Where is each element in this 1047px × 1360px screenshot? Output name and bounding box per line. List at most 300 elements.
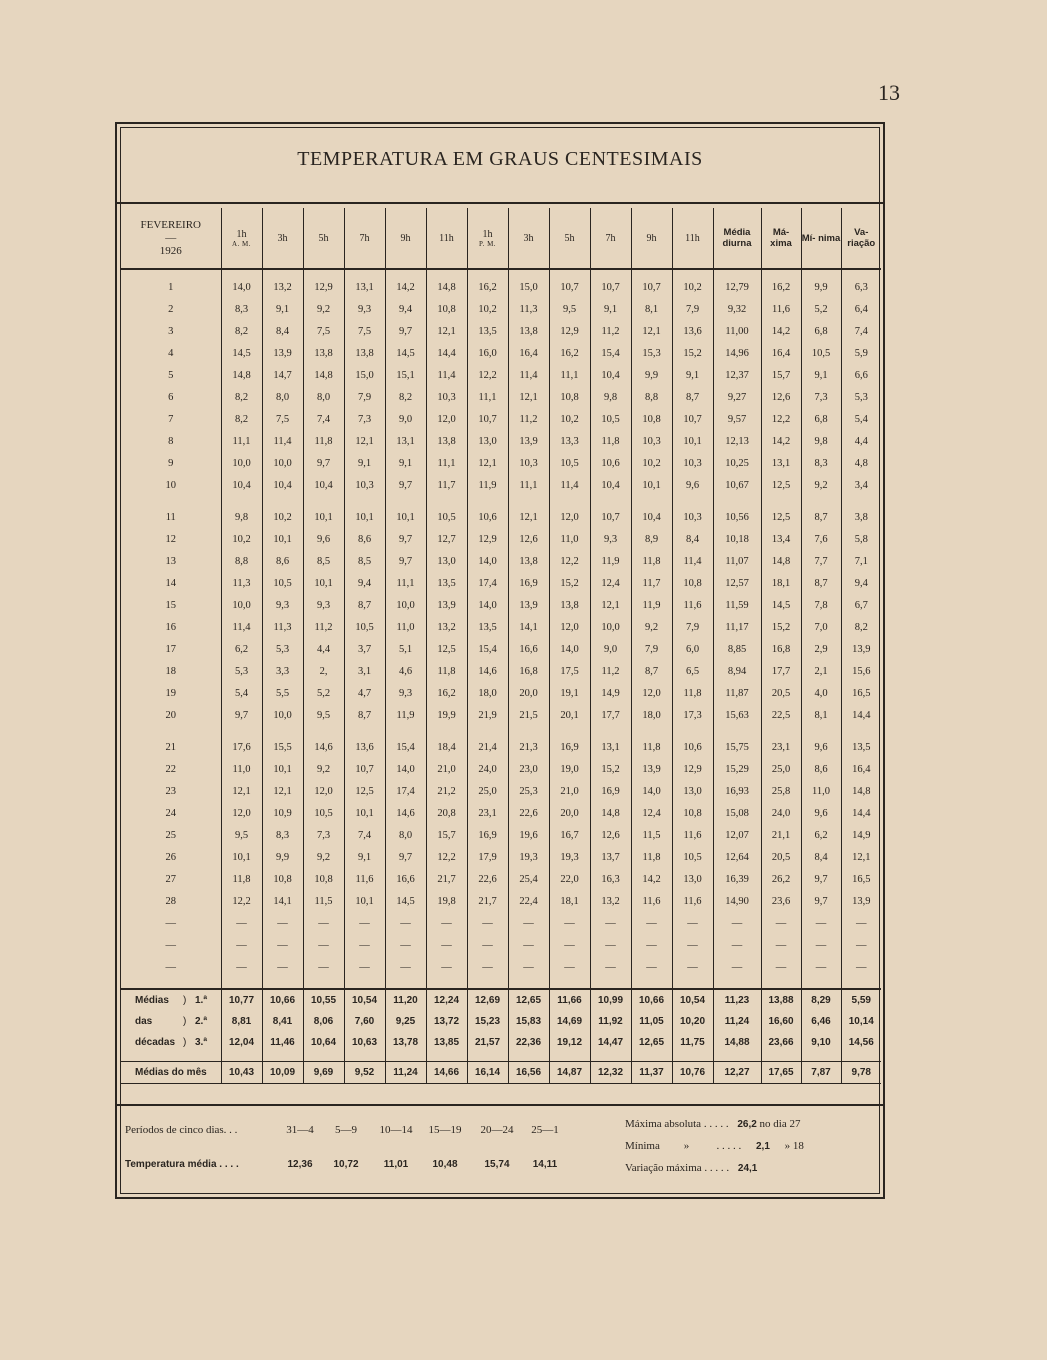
day-number: 16 — [165, 621, 176, 633]
gap-row — [121, 496, 881, 506]
temp-cell: 16,6 — [508, 638, 549, 660]
temp-cell: 2,1 — [801, 660, 841, 682]
temp-cell: 10,5 — [262, 572, 303, 594]
decade-avg-cell: 9,25 — [385, 1011, 426, 1032]
temp-cell: 23,0 — [508, 758, 549, 780]
temp-cell: 13,5 — [467, 616, 508, 638]
day-row — [121, 452, 881, 474]
temp-cell: 16,0 — [467, 342, 508, 364]
temp-cell: 17,5 — [549, 660, 590, 682]
temp-cell: 23,1 — [761, 736, 801, 758]
temp-cell: 11,59 — [713, 594, 761, 616]
dash-cell: — — [303, 912, 344, 934]
temp-cell: 10,2 — [672, 276, 713, 298]
min-ditto: » — [683, 1140, 690, 1152]
gap-cell — [761, 496, 801, 506]
temp-cell: 6,8 — [801, 408, 841, 430]
dash-cell: — — [801, 934, 841, 956]
hour-header: 3h — [262, 208, 303, 269]
gap-cell — [121, 978, 221, 989]
decade-avg-cell: 8,81 — [221, 1011, 262, 1032]
temp-cell: 21,9 — [467, 704, 508, 726]
day-number: 28 — [165, 895, 176, 907]
temp-cell: 15,7 — [761, 364, 801, 386]
temp-cell: 11,6 — [344, 868, 385, 890]
temp-cell: 10,3 — [426, 386, 467, 408]
temp-cell: 11,4 — [672, 550, 713, 572]
dash-cell: — — [165, 939, 176, 951]
decade-avg-cell: 11,66 — [549, 989, 590, 1011]
temp-cell: 17,4 — [385, 780, 426, 802]
temp-cell: 11,17 — [713, 616, 761, 638]
day-number: 8 — [168, 435, 174, 447]
gap-cell — [262, 726, 303, 736]
gap-cell — [631, 726, 672, 736]
temp-cell: 13,8 — [508, 320, 549, 342]
dash-cell: — — [841, 912, 881, 934]
temp-cell: 16,93 — [713, 780, 761, 802]
temp-cell: 2,9 — [801, 638, 841, 660]
temp-cell: 11,8 — [631, 550, 672, 572]
temp-cell: 26,2 — [761, 868, 801, 890]
gap-cell — [841, 978, 881, 989]
temp-cell: 7,3 — [801, 386, 841, 408]
summary-section — [117, 1104, 883, 1199]
temp-cell: 22,6 — [508, 802, 549, 824]
temp-cell: 14,5 — [385, 890, 426, 912]
temp-cell: 10,0 — [262, 704, 303, 726]
temp-cell: 9,2 — [303, 758, 344, 780]
temp-cell: 10,2 — [221, 528, 262, 550]
temp-cell: 10,2 — [467, 298, 508, 320]
temp-cell: 11,1 — [508, 474, 549, 496]
temp-cell: 9,0 — [590, 638, 631, 660]
gap-cell — [801, 978, 841, 989]
gap-cell — [713, 496, 761, 506]
temp-cell: 11,4 — [426, 364, 467, 386]
temp-cell: 11,8 — [631, 736, 672, 758]
dash-cell: — — [467, 956, 508, 978]
temp-cell: 10,3 — [631, 430, 672, 452]
decade-avg-cell: 14,47 — [590, 1032, 631, 1053]
decade-label-word: Médias — [135, 995, 169, 1006]
brace: ) — [183, 1016, 187, 1027]
day-row — [121, 342, 881, 364]
temp-cell: 11,4 — [221, 616, 262, 638]
decade-avg-cell: 12,04 — [221, 1032, 262, 1053]
temp-cell: 11,8 — [672, 682, 713, 704]
temp-cell: 12,64 — [713, 846, 761, 868]
temp-cell: 9,57 — [713, 408, 761, 430]
dash-cell: — — [385, 934, 426, 956]
temp-cell: 16,2 — [549, 342, 590, 364]
empty-row — [121, 912, 881, 934]
temp-cell: 10,0 — [262, 452, 303, 474]
temp-cell: 16,9 — [467, 824, 508, 846]
dash-cell: — — [590, 956, 631, 978]
gap-cell — [801, 496, 841, 506]
gap-cell — [508, 978, 549, 989]
temp-cell: 10,2 — [631, 452, 672, 474]
temp-cell: 8,8 — [221, 550, 262, 572]
day-row — [121, 320, 881, 342]
temp-cell: 11,9 — [467, 474, 508, 496]
gap-cell — [713, 1053, 761, 1062]
decade-avg-cell: 16,60 — [761, 1011, 801, 1032]
temp-cell: 12,1 — [508, 506, 549, 528]
temp-cell: 3,1 — [344, 660, 385, 682]
temp-cell: 22,6 — [467, 868, 508, 890]
dash-cell: — — [262, 912, 303, 934]
temp-cell: 15,2 — [672, 342, 713, 364]
dash-cell: — — [508, 956, 549, 978]
gap-cell — [801, 726, 841, 736]
temp-cell: 12,1 — [590, 594, 631, 616]
temp-cell: 8,2 — [841, 616, 881, 638]
gap-row — [121, 1053, 881, 1062]
temp-cell: 10,3 — [672, 506, 713, 528]
temp-cell: 21,0 — [549, 780, 590, 802]
temp-cell: 13,2 — [262, 276, 303, 298]
temp-cell: 20,1 — [549, 704, 590, 726]
temp-cell: 25,0 — [761, 758, 801, 780]
day-row — [121, 364, 881, 386]
month-avg-cell: 16,56 — [508, 1062, 549, 1084]
decade-avg-cell: 11,20 — [385, 989, 426, 1011]
temp-cell: 15,4 — [590, 342, 631, 364]
temp-cell: 21,1 — [761, 824, 801, 846]
temp-cell: 19,3 — [549, 846, 590, 868]
temp-cell: 8,7 — [344, 594, 385, 616]
gap-cell — [631, 978, 672, 989]
temp-cell: 17,7 — [761, 660, 801, 682]
hour-header: 7h — [344, 208, 385, 269]
day-row — [121, 758, 881, 780]
temp-cell: 10,5 — [672, 846, 713, 868]
temp-cell: 12,0 — [303, 780, 344, 802]
min-label: Mínima — [625, 1140, 660, 1152]
temp-cell: 14,2 — [631, 868, 672, 890]
temp-cell: 4,8 — [841, 452, 881, 474]
temp-cell: 12,6 — [508, 528, 549, 550]
temp-cell: 16,9 — [549, 736, 590, 758]
dash-cell: — — [841, 934, 881, 956]
temp-cell: 9,9 — [631, 364, 672, 386]
temp-cell: 8,7 — [631, 660, 672, 682]
temp-cell: 13,2 — [590, 890, 631, 912]
temp-cell: 10,5 — [801, 342, 841, 364]
decade-avg-cell: 13,72 — [426, 1011, 467, 1032]
temp-cell: 12,5 — [761, 506, 801, 528]
hour-header: 11h — [426, 208, 467, 269]
temp-cell: 25,3 — [508, 780, 549, 802]
decade-avg-cell: 10,77 — [221, 989, 262, 1011]
temp-cell: 16,4 — [508, 342, 549, 364]
temp-cell: 12,1 — [221, 780, 262, 802]
gap-cell — [262, 978, 303, 989]
day-row — [121, 638, 881, 660]
gap-cell — [713, 978, 761, 989]
temp-cell: 13,9 — [508, 430, 549, 452]
temp-cell: 10,8 — [262, 868, 303, 890]
temp-cell: 19,8 — [426, 890, 467, 912]
decade-avg-row — [121, 1011, 881, 1032]
temp-cell: 10,1 — [385, 506, 426, 528]
month-avg-cell: 9,69 — [303, 1062, 344, 1084]
dash-cell: — — [713, 956, 761, 978]
temp-cell: 13,8 — [508, 550, 549, 572]
temp-cell: 8,2 — [385, 386, 426, 408]
day-number: 10 — [165, 479, 176, 491]
temp-cell: 11,8 — [631, 846, 672, 868]
temp-cell: 10,0 — [221, 594, 262, 616]
dash-cell: — — [262, 934, 303, 956]
temp-cell: 10,7 — [631, 276, 672, 298]
temp-cell: 7,4 — [344, 824, 385, 846]
temp-cell: 10,1 — [303, 506, 344, 528]
gap-cell — [303, 1053, 344, 1062]
temp-cell: 7,0 — [801, 616, 841, 638]
temp-cell: 15,4 — [467, 638, 508, 660]
temp-cell: 16,9 — [590, 780, 631, 802]
temp-cell: 8,85 — [713, 638, 761, 660]
temp-cell: 13,8 — [549, 594, 590, 616]
min-row — [625, 1140, 804, 1152]
temp-cell: 11,6 — [672, 824, 713, 846]
temp-media-cell: 12,36 — [287, 1159, 313, 1170]
gap-cell — [121, 726, 221, 736]
decade-avg-cell: 21,57 — [467, 1032, 508, 1053]
temp-cell: 6,5 — [672, 660, 713, 682]
temp-cell: 15,5 — [262, 736, 303, 758]
temp-cell: 11,1 — [426, 452, 467, 474]
temp-cell: 13,5 — [467, 320, 508, 342]
dash-cell: — — [221, 956, 262, 978]
temp-cell: 11,4 — [508, 364, 549, 386]
temp-media-cell: 10,48 — [432, 1159, 458, 1170]
temp-cell: 21,3 — [508, 736, 549, 758]
temp-cell: 15,63 — [713, 704, 761, 726]
temp-cell: 13,9 — [841, 890, 881, 912]
temp-cell: 11,3 — [221, 572, 262, 594]
temp-cell: 14,8 — [303, 364, 344, 386]
month-avg-cell: 9,52 — [344, 1062, 385, 1084]
temp-cell: 10,7 — [344, 758, 385, 780]
dash-cell: — — [761, 934, 801, 956]
day-number: 12 — [165, 533, 176, 545]
temp-cell: 13,7 — [590, 846, 631, 868]
temp-cell: 4,6 — [385, 660, 426, 682]
temp-cell: 9,1 — [344, 846, 385, 868]
temp-cell: 8,2 — [221, 386, 262, 408]
temp-cell: 13,9 — [841, 638, 881, 660]
temp-cell: 14,2 — [761, 430, 801, 452]
temp-cell: 13,9 — [262, 342, 303, 364]
gap-cell — [801, 1053, 841, 1062]
day-row — [121, 890, 881, 912]
day-number: 9 — [168, 457, 174, 469]
temp-cell: 8,6 — [262, 550, 303, 572]
day-number: 27 — [165, 873, 176, 885]
gap-cell — [262, 1053, 303, 1062]
decade-avg-cell: 14,88 — [713, 1032, 761, 1053]
temp-cell: 10,2 — [262, 506, 303, 528]
gap-cell — [121, 496, 221, 506]
dash-cell: — — [262, 956, 303, 978]
hour-header: 11h — [672, 208, 713, 269]
temp-cell: 8,5 — [344, 550, 385, 572]
temp-cell: 14,0 — [221, 276, 262, 298]
temp-cell: 22,5 — [761, 704, 801, 726]
decade-avg-cell: 10,54 — [672, 989, 713, 1011]
temp-cell: 20,0 — [508, 682, 549, 704]
temp-cell: 9,6 — [303, 528, 344, 550]
temp-cell: 11,1 — [385, 572, 426, 594]
temp-cell: 14,9 — [841, 824, 881, 846]
day-row — [121, 408, 881, 430]
gap-cell — [841, 726, 881, 736]
temp-cell: 12,13 — [713, 430, 761, 452]
dash-cell: — — [713, 912, 761, 934]
gap-cell — [467, 978, 508, 989]
gap-cell — [508, 496, 549, 506]
gap-cell — [426, 978, 467, 989]
title-box — [117, 124, 883, 204]
temp-cell: 12,9 — [467, 528, 508, 550]
period-cell: 15—19 — [428, 1124, 462, 1136]
min-value: 2,1 — [756, 1141, 770, 1152]
dash-cell: — — [426, 934, 467, 956]
temp-cell: 16,39 — [713, 868, 761, 890]
gap-cell — [344, 496, 385, 506]
decade-avg-cell: 11,92 — [590, 1011, 631, 1032]
temp-cell: 11,9 — [631, 594, 672, 616]
temp-cell: 4,4 — [303, 638, 344, 660]
temp-cell: 10,7 — [672, 408, 713, 430]
temp-cell: 12,1 — [262, 780, 303, 802]
temp-cell: 19,1 — [549, 682, 590, 704]
decade-avg-cell: 12,65 — [508, 989, 549, 1011]
dash-cell: — — [508, 912, 549, 934]
temp-cell: 11,87 — [713, 682, 761, 704]
temp-cell: 10,0 — [385, 594, 426, 616]
temp-cell: 11,2 — [590, 320, 631, 342]
temp-cell: 10,67 — [713, 474, 761, 496]
temp-cell: 9,1 — [672, 364, 713, 386]
day-row — [121, 528, 881, 550]
temp-cell: 10,0 — [221, 452, 262, 474]
month-avg-cell: 7,87 — [801, 1062, 841, 1084]
temp-cell: 9,7 — [303, 452, 344, 474]
temp-cell: 23,6 — [761, 890, 801, 912]
temp-cell: 6,6 — [841, 364, 881, 386]
temp-cell: 21,7 — [426, 868, 467, 890]
decade-avg-cell: 11,23 — [713, 989, 761, 1011]
gap-cell — [761, 1053, 801, 1062]
temp-cell: 3,4 — [841, 474, 881, 496]
day-row — [121, 594, 881, 616]
temp-cell: 3,7 — [344, 638, 385, 660]
temp-cell: 8,3 — [262, 824, 303, 846]
temp-cell: 14,0 — [385, 758, 426, 780]
temp-cell: 8,7 — [344, 704, 385, 726]
temp-cell: 9,1 — [801, 364, 841, 386]
gap-cell — [303, 496, 344, 506]
month-avg-cell: 10,43 — [221, 1062, 262, 1084]
dash-cell: — — [672, 912, 713, 934]
temp-cell: 10,0 — [590, 616, 631, 638]
month-label: FEVEREIRO — [140, 218, 201, 231]
dash-cell: — — [426, 912, 467, 934]
month-avg-cell: 16,14 — [467, 1062, 508, 1084]
dash-cell: — — [841, 956, 881, 978]
spacer-row — [121, 269, 881, 276]
temp-cell: 7,9 — [672, 298, 713, 320]
temp-cell: 11,5 — [303, 890, 344, 912]
empty-row — [121, 934, 881, 956]
min-dots: . . . . . — [716, 1140, 742, 1152]
day-number: 14 — [165, 577, 176, 589]
temp-cell: 9,7 — [221, 704, 262, 726]
decade-avg-cell: 12,24 — [426, 989, 467, 1011]
day-row — [121, 736, 881, 758]
gap-cell — [221, 978, 262, 989]
dash-cell: — — [631, 912, 672, 934]
month-avg-cell: 17,65 — [761, 1062, 801, 1084]
gap-cell — [385, 978, 426, 989]
temp-cell: 16,5 — [841, 682, 881, 704]
temp-cell: 20,8 — [426, 802, 467, 824]
temp-cell: 10,4 — [303, 474, 344, 496]
month-avg-cell: 14,87 — [549, 1062, 590, 1084]
gap-cell — [303, 726, 344, 736]
spacer-cell — [508, 269, 549, 276]
temp-cell: 6,4 — [841, 298, 881, 320]
temp-cell: 25,8 — [761, 780, 801, 802]
temp-cell: 7,5 — [262, 408, 303, 430]
temp-cell: 7,3 — [303, 824, 344, 846]
temp-cell: 12,1 — [426, 320, 467, 342]
temp-cell: 7,4 — [841, 320, 881, 342]
dash-cell: — — [165, 961, 176, 973]
temp-cell: 6,3 — [841, 276, 881, 298]
gap-cell — [221, 726, 262, 736]
decade-avg-cell: 13,85 — [426, 1032, 467, 1053]
gap-cell — [344, 978, 385, 989]
temp-cell: 13,6 — [344, 736, 385, 758]
temp-cell: 7,9 — [344, 386, 385, 408]
temp-cell: 9,3 — [385, 682, 426, 704]
spacer-cell — [262, 269, 303, 276]
temp-cell: 9,2 — [801, 474, 841, 496]
temp-cell: 4,4 — [841, 430, 881, 452]
decade-avg-cell: 10,66 — [262, 989, 303, 1011]
gap-cell — [549, 726, 590, 736]
temp-cell: 11,0 — [221, 758, 262, 780]
temp-cell: 9,4 — [385, 298, 426, 320]
dash-cell: — — [385, 912, 426, 934]
temp-cell: 13,0 — [426, 550, 467, 572]
temp-cell: 11,9 — [590, 550, 631, 572]
month-avg-cell: 12,27 — [713, 1062, 761, 1084]
temp-cell: 16,8 — [761, 638, 801, 660]
spacer-cell — [344, 269, 385, 276]
gap-cell — [508, 1053, 549, 1062]
periods-label: Períodos de cinco dias. . . — [125, 1124, 238, 1136]
day-number: 11 — [165, 511, 176, 523]
decade-avg-cell: 11,46 — [262, 1032, 303, 1053]
temp-cell: 12,4 — [590, 572, 631, 594]
